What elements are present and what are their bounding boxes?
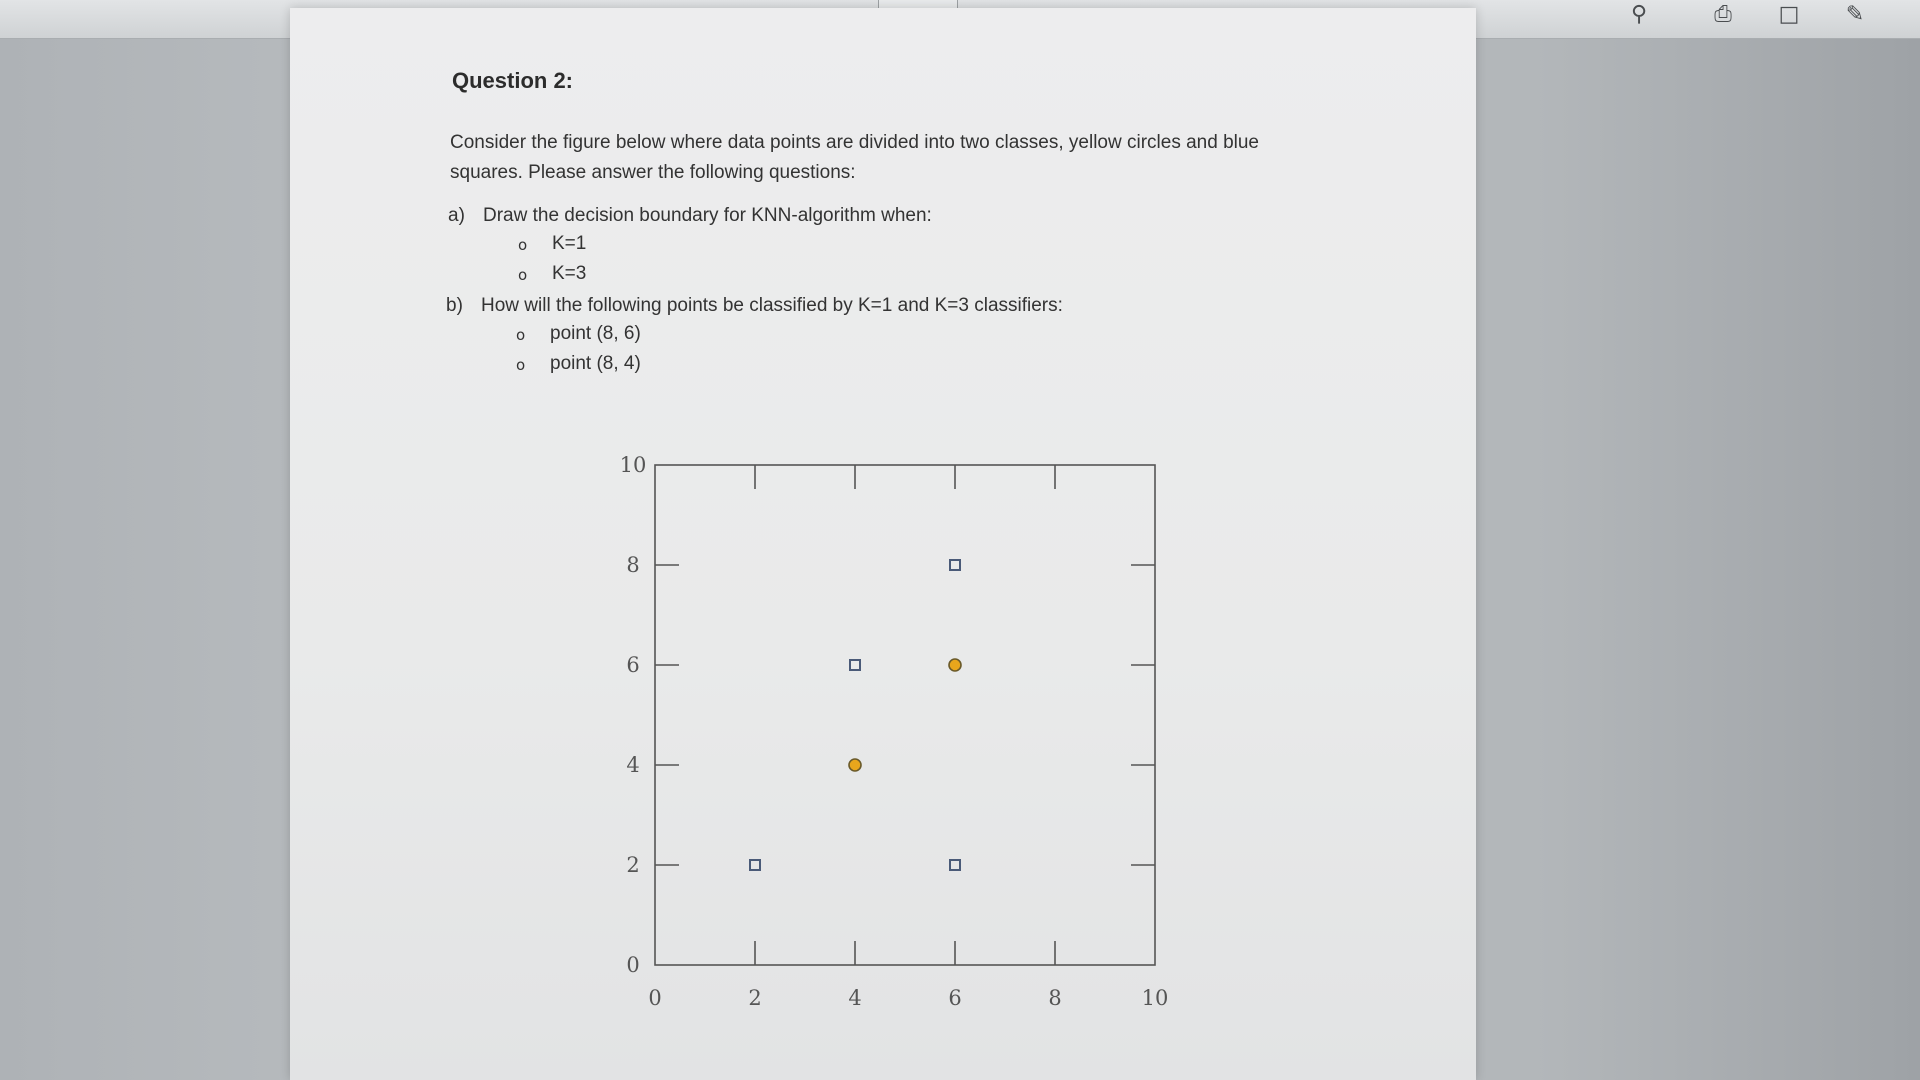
part-b-text: How will the following points be classified by K=1 and K=3 classifiers: — [481, 295, 1063, 316]
y-tick-label: 8 — [626, 553, 640, 577]
data-point-blue-square — [750, 860, 760, 870]
print-icon[interactable]: ⎙ — [1714, 1, 1732, 27]
bullet-icon: o — [518, 266, 528, 284]
part-b-item: point (8, 6) — [550, 323, 641, 344]
y-tick-label: 2 — [626, 853, 640, 877]
question-title: Question 2: — [452, 68, 574, 93]
y-tick-label: 10 — [619, 453, 647, 477]
x-tick-label: 4 — [848, 986, 862, 1010]
document-page — [290, 8, 1476, 1080]
x-tick-label: 10 — [1141, 986, 1169, 1010]
question-intro: Consider the figure below where data points are divided into two classes, yellow circles and blue squares. Please answer the following questions: — [450, 132, 1259, 183]
part-a-text: Draw the decision boundary for KNN-algorithm when: — [483, 205, 932, 226]
save-icon[interactable]: □ — [1778, 1, 1800, 27]
y-tick-label: 0 — [626, 953, 640, 977]
knn-scatter-plot — [590, 438, 1190, 1038]
y-tick-label: 4 — [626, 753, 640, 777]
data-point-yellow-circle — [849, 759, 861, 771]
part-b-item: point (8, 4) — [550, 353, 641, 374]
part-a-item: K=1 — [552, 233, 587, 254]
x-tick-label: 0 — [648, 986, 662, 1010]
y-tick-label: 6 — [626, 653, 640, 677]
x-tick-label: 6 — [948, 986, 962, 1010]
part-a-item: K=3 — [552, 263, 587, 284]
search-icon[interactable]: ⚲ — [1630, 1, 1648, 27]
x-tick-label: 8 — [1048, 986, 1062, 1010]
data-point-blue-square — [850, 660, 860, 670]
data-point-blue-square — [950, 560, 960, 570]
plot-frame — [655, 465, 1155, 965]
bullet-icon: o — [516, 326, 526, 344]
edit-icon[interactable]: ✎ — [1845, 1, 1865, 27]
part-a-label: a) — [448, 205, 465, 226]
data-point-yellow-circle — [949, 659, 961, 671]
bullet-icon: o — [516, 356, 526, 374]
bullet-icon: o — [518, 236, 528, 254]
part-b-label: b) — [446, 295, 463, 316]
data-point-blue-square — [950, 860, 960, 870]
x-tick-label: 2 — [748, 986, 762, 1010]
